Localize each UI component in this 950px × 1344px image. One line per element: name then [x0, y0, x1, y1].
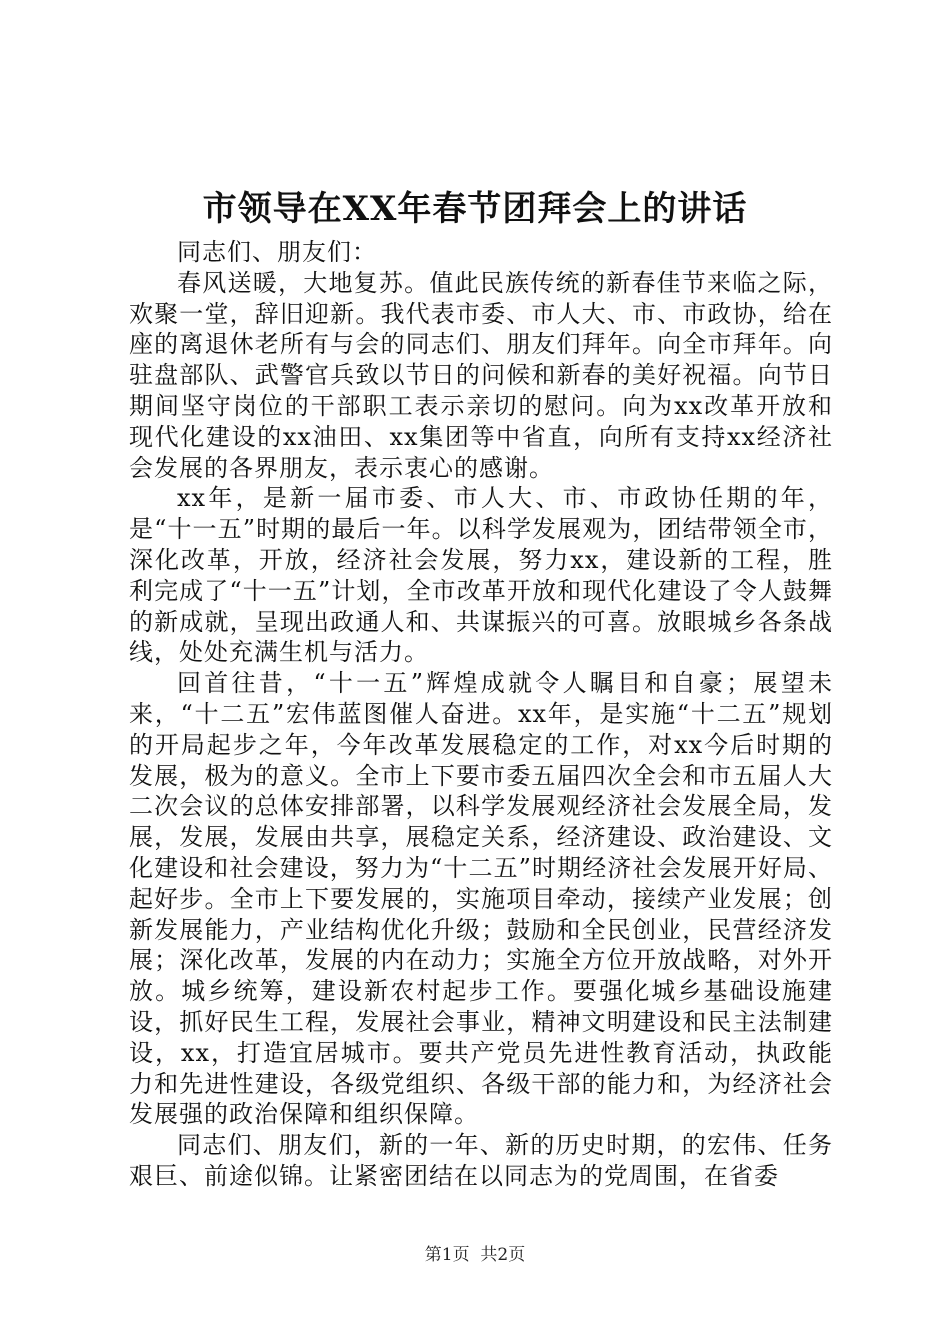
- page-total: 共2页: [480, 1245, 526, 1265]
- footer-spacer: [470, 1245, 481, 1265]
- paragraph-4: 同志们、朋友们，新的一年、新的历史时期，的宏伟、任务艰巨、前途似锦。让紧密团结在以同志为的党周围，在省委: [129, 1131, 833, 1190]
- document-title: 市领导在XX年春节团拜会上的讲话: [202, 189, 748, 229]
- paragraph-2: xx年，是新一届市委、市人大、市、市政协任期的年，是“十一五”时期的最后一年。以科学发展观为，团结带领全市，深化改革，开放，经济社会发展，努力xx，建设新的工程，胜利完成了“十一五”计划，全市改革开放和现代化建设了令人鼓舞的新成就，呈现出政通人和、共谋振兴的可喜。放眼城乡各条战线，处处充满生机与活力。: [129, 484, 833, 667]
- page-footer: [0, 1243, 950, 1267]
- page-number: 第1页: [424, 1245, 470, 1265]
- paragraph-1: 春风送暖，大地复苏。值此民族传统的新春佳节来临之际，欢聚一堂，辞旧迎新。我代表市委、市人大、市、市政协，给在座的离退休老所有与会的同志们、朋友们拜年。向全市拜年。向驻盘部队、武警官兵致以节日的问候和新春的美好祝福。向节日期间坚守岗位的干部职工表示亲切的慰问。向为xx改革开放和现代化建设的xx油田、xx集团等中省直，向所有支持xx经济社会发展的各界朋友，表示衷心的感谢。: [129, 268, 833, 482]
- paragraph-greeting: 同志们、朋友们：: [177, 238, 377, 266]
- document-body: [129, 237, 833, 1192]
- paragraph-3: 回首往昔，“十一五”辉煌成就令人瞩目和自豪；展望未来，“十二五”宏伟蓝图催人奋进。xx年，是实施“十二五”规划的开局起步之年，今年改革发展稳定的工作，对xx今后时期的发展，极为的意义。全市上下要市委五届四次全会和市五届人大二次会议的总体安排部署，以科学发展观经济社会发展全局，发展，发展，发展由共享，展稳定关系，经济建设、政治建设、文化建设和社会建设，努力为“十二五”时期经济社会发展开好局、起好步。全市上下要发展的，实施项目牵动，接续产业发展；创新发展能力，产业结构优化升级；鼓励和全民创业，民营经济发展；深化改革，发展的内在动力；实施全方位开放战略，对外开放。城乡统筹，建设新农村起步工作。要强化城乡基础设施建设，抓好民生工程，发展社会事业，精神文明建设和民主法制建设，xx，打造宜居城市。要共产党员先进性教育活动，执政能力和先进性建设，各级党组织、各级干部的能力和，为经济社会发展强的政治保障和组织保障。: [129, 669, 833, 1129]
